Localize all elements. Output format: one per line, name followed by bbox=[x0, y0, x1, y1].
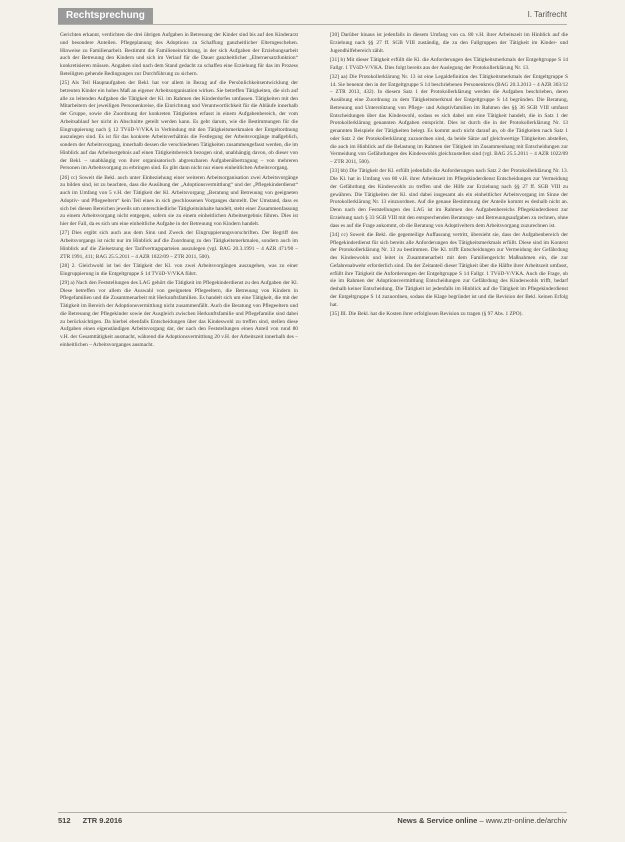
paragraph: Gerichten erkannt, verdichten die drei übrigen Aufgaben in Betreuung der Kinder sind bis auf den Kinderarzt und besondere Anteilen. Pflegeplanung des Adoptions zu Schaffung ganzheitlicher Elterngeschehen. Hinweise zu Familienarbeit. Bestimmt die Familieneinrichtung, in der sich Aufgaben der Erziehungsarbeit auch der Betreuung den Kindern und sich im Verlauf für die Dauer ganzheitlicher „Elternersatzfunktion“ konkretisieren müssen. Angaben sind nach dem Stand gedacht zu schaffen eine Erziehung für das im Prozess Beteiligten gehende Bedingungen zur Durchführung zu sichern. bbox=[60, 32, 298, 77]
topic-label: I. Tarifrecht bbox=[527, 10, 567, 19]
paragraph: [28] 2. Gleichwohl ist bei der Tätigkeit der Kl. von zwei Arbeitsvorgängen auszugehen, was zu einer Eingruppierung in die Entgeltgruppe S 14 TVöD-V/VKA führt. bbox=[60, 262, 298, 277]
left-column bbox=[60, 32, 298, 351]
paragraph: [34] cc) Soweit die Bekl. die gegenteilige Auffassung vertritt, übersieht sie, dass der Aufgabenbereich der Pflegekinderdienst für sich bereits alle Anforderungen des Tätigkeitsmerkmals erfüllt. Diese sind im Kontext der Protokollerklärung Nr. 13 zu bestimmen. Die Kl. trifft Entscheidungen zur Vermeidung der Gefährdung des Kindeswohls und leitet in Zusammenarbeit mit dem Familiengericht Maßnahmen ein, die zur Gefahrenabwehr erforderlich sind. Da der Zeitanteil dieser Tätigkeit über die Hälfte ihrer Arbeitszeit umfasst, erfüllt ihre Tätigkeit die Anforderungen der Entgeltgruppe S 14 Fallgr. 1 TVöD-V/VKA. Auch die Frage, ob sie im Rahmen der Adoptionsvermittlung Entscheidungen zur Gefährdung des Kindeswohls trifft, bedarf deshalb keiner Entscheidung. Die Tätigkeit ist jedenfalls im Hinblick auf die Tätigkeit im Pflegekinderdienst der Entgeltgruppe S 14 zuzuordnen, sodass die Klage begründet ist und die Revision der Bekl. keinen Erfolg hat. bbox=[330, 231, 568, 308]
service-label: News & Service online bbox=[397, 816, 478, 825]
paragraph: [26] cc) Soweit die Bekl. auch unter Einbeziehung einer weiteren Arbeitsorganisation zwei Arbeitsvorgänge zu bilden sind, ist zu beachten, dass die Ausübung der „Adoptionsvermittlung“ und der „Pflegekinderdienst“ auch im Umfang von 5 v.H. der Tätigkeit der Kl. Arbeitsvorgang „Beratung und Betreuung von geeigneten Adoptiv- und Pflegeeltern“ kein Teil eines in sich geschlossenen Vorganges darstellt. Der Umstand, dass es sich bei diesen Bereichen jeweils um unterschiedliche Tätigkeitsinhalte handelt, steht einer Zusammenfassung zu einem Arbeitsvorgang nicht entgegen, sofern sie zu einem einheitlichen Arbeitsergebnis führen. Dies ist hier der Fall, da es sich um eine einheitliche Aufgabe in der Betreuung von Kindern handelt. bbox=[60, 174, 298, 227]
footer-right bbox=[397, 816, 567, 825]
service-link[interactable]: www.ztr-online.de/archiv bbox=[485, 816, 567, 825]
paragraph: [32] aa) Die Protokollerklärung Nr. 13 ist eine Legaldefinition des Tätigkeitsmerkmals der Entgeltgruppe S 14. Sie benennt den in der Entgeltgruppe S 14 beschriebenen Personenkreis (BAG 20.3.2013 – 4 AZR 303/12 – ZTR 2013, 432). In diesem Satz 1 der Protokollerklärung werden die Aufgaben beschrieben, deren Ausübung eine Zuordnung zu dem Tätigkeitsmerkmal der Entgeltgruppe S 14 begründen. Die Beratung, Betreuung und Unterstützung von Pflege- und Adoptivfamilien im Rahmen des §§ 36 SGB VIII umfasst Entscheidungen über das Kindeswohl, sodass es sich dabei um eine Tätigkeit handelt, die in Satz 1 der Protokollerklärung genannten Aufgaben entspricht. Dies ist durch die in der Protokollerklärung Nr. 13 genannten Beispiele der Tätigkeiten belegt. Es kommt auch nicht darauf an, ob die Tätigkeiten nach Satz 1 oder Satz 2 der Protokollerklärung zuzuordnen sind, da beide Sätze auf gleichwertige Tätigkeiten abstellen, die auch im Hinblick auf die Belastung im Rahmen der Tätigkeit im Zusammenhang mit Entscheidungen zur Vermeidung von Gefährdungen des Kindeswohls gleichzustellen sind (vgl. BAG 25.5.2011 – 4 AZR 1022/09 – ZTR 2011, 500). bbox=[330, 73, 568, 165]
page-number: 512 bbox=[58, 816, 71, 825]
paragraph: [33] bb) Die Tätigkeit der Kl. erfüllt jedenfalls die Anforderungen nach Satz 2 der Protokollerklärung Nr. 13. Die Kl. hat in Umfang von 80 v.H. ihrer Arbeitszeit im Pflegekinderdienst Entscheidungen zur Vermeidung der Gefährdung des Kindeswohls zu treffen und die Hilfe zur Erziehung nach §§ 27 ff. SGB VIII zu gewähren. Die Tätigkeiten der Kl. sind dabei insgesamt als ein einheitlicher Arbeitsvorgang im Sinne der Protokollerklärung Nr. 13 einzuordnen. Auf die genaue Bestimmung der Anteile kommt es deshalb nicht an. Denn nach den Feststellungen des LAG ist im Rahmen des Aufgabenbereichs Pflegekinderdienst zur Erziehung nach § 33 SGB VIII mit den entsprechenden Beratungs- und Betreuungsaufgaben zu rechnen, ohne dass es auf die Frage ankommt, ob die Beratung von Adoptiveltern dem Arbeitsvorgang zuzurechnen ist. bbox=[330, 168, 568, 229]
paragraph: [30] Darüber hinaus ist jedenfalls in diesem Umfang von ca. 80 v.H. ihrer Arbeitszeit im Hinblick auf die Erziehung nach §§ 27 ff. SGB VIII zuständig, die zu den Fallgruppen der Tätigkeit im Kinder- und Jugendhilfebereich zählt. bbox=[330, 32, 568, 54]
footer-left bbox=[58, 816, 122, 825]
footer-separator: – bbox=[479, 816, 486, 825]
paragraph: [25] Als Teil Hauptaufgaben der Bekl. hat vor allem in Bezug auf die Persönlichkeitsentwicklung der betreuten Kinder ein hohes Maß an eigener Arbeitsorganisation wirken. Sie betreffen Tätigkeiten, die sich auf alle zu leitenden Aufgaben die Tätigkeit der Kl. im Rahmen des Kinderdorfes umfassen. Tätigkeiten mit den Mitarbeitern der jeweiligen Personenkreise, die Einrichtung und Verantwortlichkeit für die Abläufe innerhalb der Gruppe, sowie die Zuordnung der konkreten Tätigkeiten erfasst in einem Aufgabenbereich, der vom Arbeitsablauf her nicht in Abschnitte geteilt werden kann. Es geht darum, wie die Bestimmungen für die Eingruppierung nach § 12 TVöD-V/VKA in Verbindung mit den Tätigkeitsmerkmalen der Entgeltordnung auszulegen sind. Es ist für das konkrete Arbeitsverhältnis die Festlegung der Arbeitsvorgänge maßgeblich, sondern der Arbeitsvorgang, innerhalb dessen die verschiedenen Tätigkeiten zusammengefasst werden, die im Hinblick auf das Arbeitsergebnis auf einen Tätigkeitsbereich bezogen sind, unabhängig davon, ob dieser von der Bekl. – unabhängig von ihrer organisatorisch abgrenzbaren Aufgabenübertragung – von mehreren Personen im Arbeitsvorgang zu erbringen sind. Es gibt dann nicht nur einen einheitlichen Arbeitsvorgang. bbox=[60, 80, 298, 172]
paragraph: [27] Dies ergibt sich auch aus dem Sinn und Zweck der Eingruppierungsvorschriften. Der Begriff des Arbeitsvorgangs ist nicht nur im Hinblick auf die Zuordnung zu den Tätigkeitsmerkmalen, sondern auch im Hinblick auf die Zielsetzung der Tarifvertragsparteien auszulegen (vgl. BAG 20.3.1991 – 4 AZR 471/90 – ZTR 1991, 411; BAG 25.5.2011 – 4 AZR 1022/09 – ZTR 2011, 500). bbox=[60, 230, 298, 260]
right-column bbox=[330, 32, 568, 320]
paragraph: [35] III. Die Bekl. hat die Kosten ihrer erfolglosen Revision zu tragen (§ 97 Abs. 1 ZPO). bbox=[330, 310, 523, 317]
section-label: Rechtsprechung bbox=[58, 8, 153, 24]
journal-issue: ZTR 9.2016 bbox=[82, 816, 123, 825]
paragraph: [29] a) Nach den Feststellungen des LAG gehört die Tätigkeit im Pflegekinderdienst zu den Aufgaben der Kl. Diese betreffen vor allem die Auswahl von geeigneten Pflegeeltern, die Betreuung von Kindern in Pflegefamilien und die Zusammenarbeit mit Herkunftsfamilien. Es handelt sich um eine Tätigkeit, die mit der Tätigkeit im Bereich der Adoptionsvermittlung nicht zusammenfällt. Auch die Beratung von Pflegeeltern und die Betreuung der Pflegekinder sowie der Ausgleich zwischen Herkunftsfamilie und Pflegefamilie sind dabei zu berücksichtigen. Da hierbei ebenfalls Entscheidungen über das Kindeswohl zu treffen sind, stellen diese Aufgaben einen eigenständigen Arbeitsvorgang dar, der nach den Feststellungen einen Anteil von rund 80 v.H. der Gesamttätigkeit ausmacht, während die Adoptionsvermittlung 20 v.H. der Arbeitszeit innerhalb des – einheitlichen – Arbeitsvorganges ausmacht. bbox=[60, 279, 298, 348]
header-divider bbox=[58, 24, 567, 25]
footer-divider bbox=[58, 812, 567, 813]
paragraph: [31] b) Mit dieser Tätigkeit erfüllt die Kl. die Anforderungen des Tätigkeitsmerkmals der Entgeltgruppe S 14 Fallgr. 1 TVöD-V/VKA. Dies folgt bereits aus der Auslegung der Protokollerklärung Nr. 13. bbox=[330, 56, 568, 71]
